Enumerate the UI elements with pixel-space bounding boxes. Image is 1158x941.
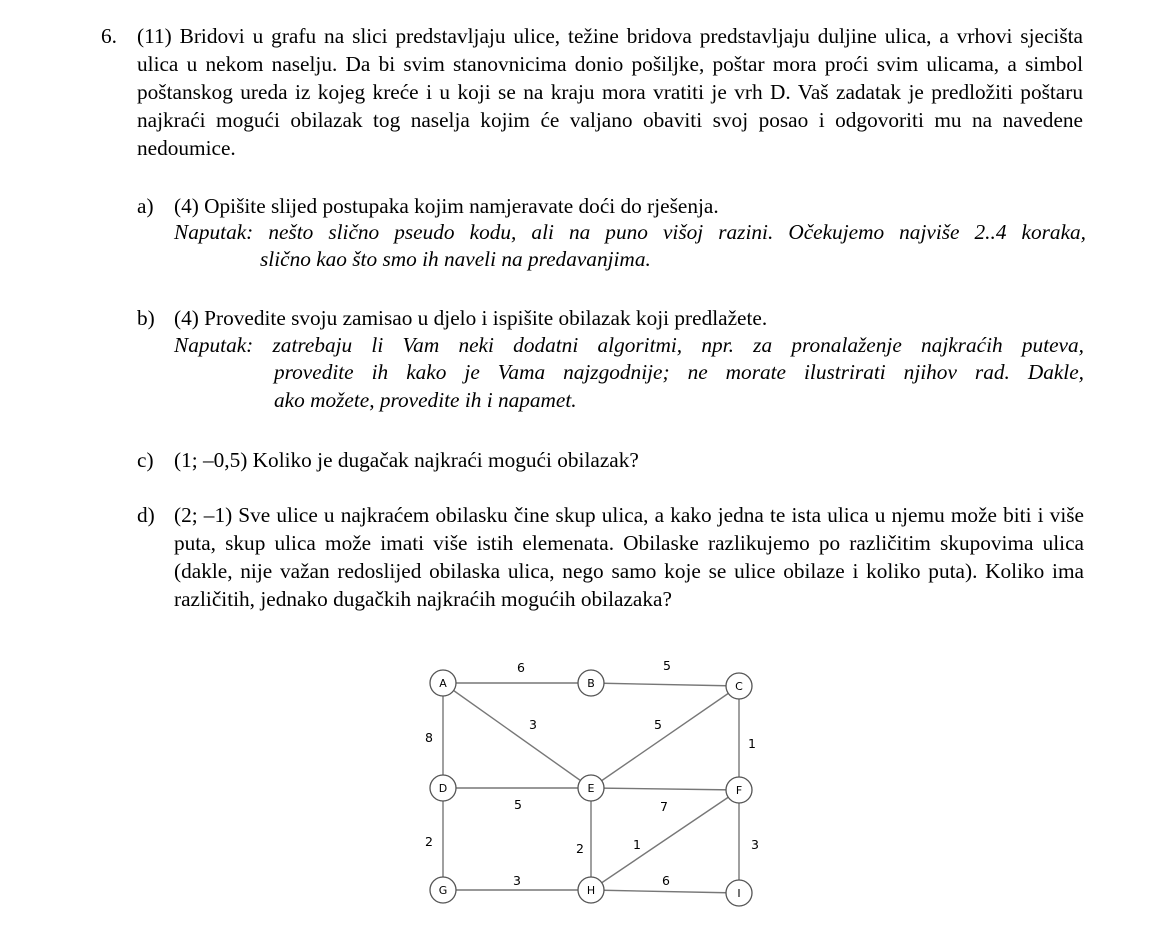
graph-node-label: E: [587, 782, 595, 795]
problem-number: 6.: [101, 24, 117, 48]
graph-node-label: H: [586, 884, 596, 897]
graph-edge-e-c: [591, 686, 739, 788]
part-a-label: a): [137, 194, 154, 218]
part-d-label: d): [137, 503, 155, 527]
problem-intro: (11) Bridovi u grafu na slici predstavljaju ulice, težine bridova predstavljaju duljine ulica, a vrhovi sjecišta ulica u nekom naselju. Da bi svim stanovnicima donio pošiljke, poštar mora proći svim ulicama, a simbol poštanskog ureda iz kojeg kreće i u koji se na kraju mora vratiti je vrh D. Vaš zadatak je predložiti poštaru najkraći mogući obilazak tog naselja kojim će valjano obaviti svoj posao i odgovoriti mu na navedene nedoumice.: [137, 24, 1083, 160]
graph-node-d: [430, 775, 456, 801]
graph-node-a: [430, 670, 456, 696]
graph-node-label: C: [735, 680, 743, 693]
edge-weight-c-f: 1: [748, 736, 756, 751]
graph-edge-e-f: [591, 788, 739, 790]
part-b-hint-line2: provedite ih kako je Vama najzgodnije; ne morate ilustrirati njihov rad. Dakle,: [274, 360, 1084, 384]
graph-node-b: [578, 670, 604, 696]
graph-node-e: [578, 775, 604, 801]
edge-weight-e-h: 2: [576, 841, 584, 856]
graph-node-label: B: [587, 677, 595, 690]
part-b-text: (4) Provedite svoju zamisao u djelo i ispišite obilazak koji predlažete.: [174, 306, 768, 330]
graph-edge-b-c: [591, 683, 739, 686]
part-a-hint-line2: slično kao što smo ih naveli na predavanjima.: [260, 247, 651, 271]
edge-weight-e-c: 5: [654, 717, 662, 732]
part-c-text: (1; –0,5) Koliko je dugačak najkraći mogući obilazak?: [174, 448, 639, 472]
graph-node-g: [430, 877, 456, 903]
graph-edge-a-e: [443, 683, 591, 788]
part-a-hint-line1: Naputak: nešto slično pseudo kodu, ali na puno višoj razini. Očekujemo najviše 2..4 koraka,: [174, 220, 1086, 244]
edge-weight-f-i: 3: [751, 837, 759, 852]
part-b-hint-line3: ako možete, provedite ih i napamet.: [274, 388, 577, 412]
edge-weight-a-e: 3: [529, 717, 537, 732]
graph-node-label: F: [735, 784, 743, 797]
part-b-label: b): [137, 306, 155, 330]
graph-edge-h-i: [591, 890, 739, 893]
graph-node-label: A: [439, 677, 447, 690]
graph-node-c: [726, 673, 752, 699]
graph-node-label: G: [438, 884, 448, 897]
part-b-hint-line1: Naputak: zatrebaju li Vam neki dodatni algoritmi, npr. za pronalaženje najkraćih puteva,: [174, 333, 1084, 357]
edge-weight-h-i: 6: [662, 873, 670, 888]
graph-node-i: [726, 880, 752, 906]
edge-weight-b-c: 5: [663, 658, 671, 673]
edge-weight-a-b: 6: [517, 660, 525, 675]
graph-node-h: [578, 877, 604, 903]
edge-weight-d-g: 2: [425, 834, 433, 849]
graph-node-label: I: [737, 887, 741, 900]
edge-weight-d-e: 5: [514, 797, 522, 812]
edge-weight-a-d: 8: [425, 730, 433, 745]
edge-weight-e-f: 7: [660, 799, 668, 814]
edge-weight-h-f: 1: [633, 837, 641, 852]
part-a-text: (4) Opišite slijed postupaka kojim namjeravate doći do rješenja.: [174, 194, 719, 218]
edge-weight-g-h: 3: [513, 873, 521, 888]
part-d-text: (2; –1) Sve ulice u najkraćem obilasku čine skup ulica, a kako jedna te ista ulica u njemu može biti i više puta, skup ulica može imati više istih elemenata. Obilaske razlikujemo po različitim skupovima ulica (dakle, nije važan redoslijed obilaska ulica, nego samo koje se ulice obilaze i koliko puta). Koliko ima različitih, jednako dugačkih najkraćih mogućih obilazaka?: [174, 503, 1084, 611]
graph-node-f: [726, 777, 752, 803]
part-c-label: c): [137, 448, 154, 472]
graph-node-label: D: [438, 782, 448, 795]
